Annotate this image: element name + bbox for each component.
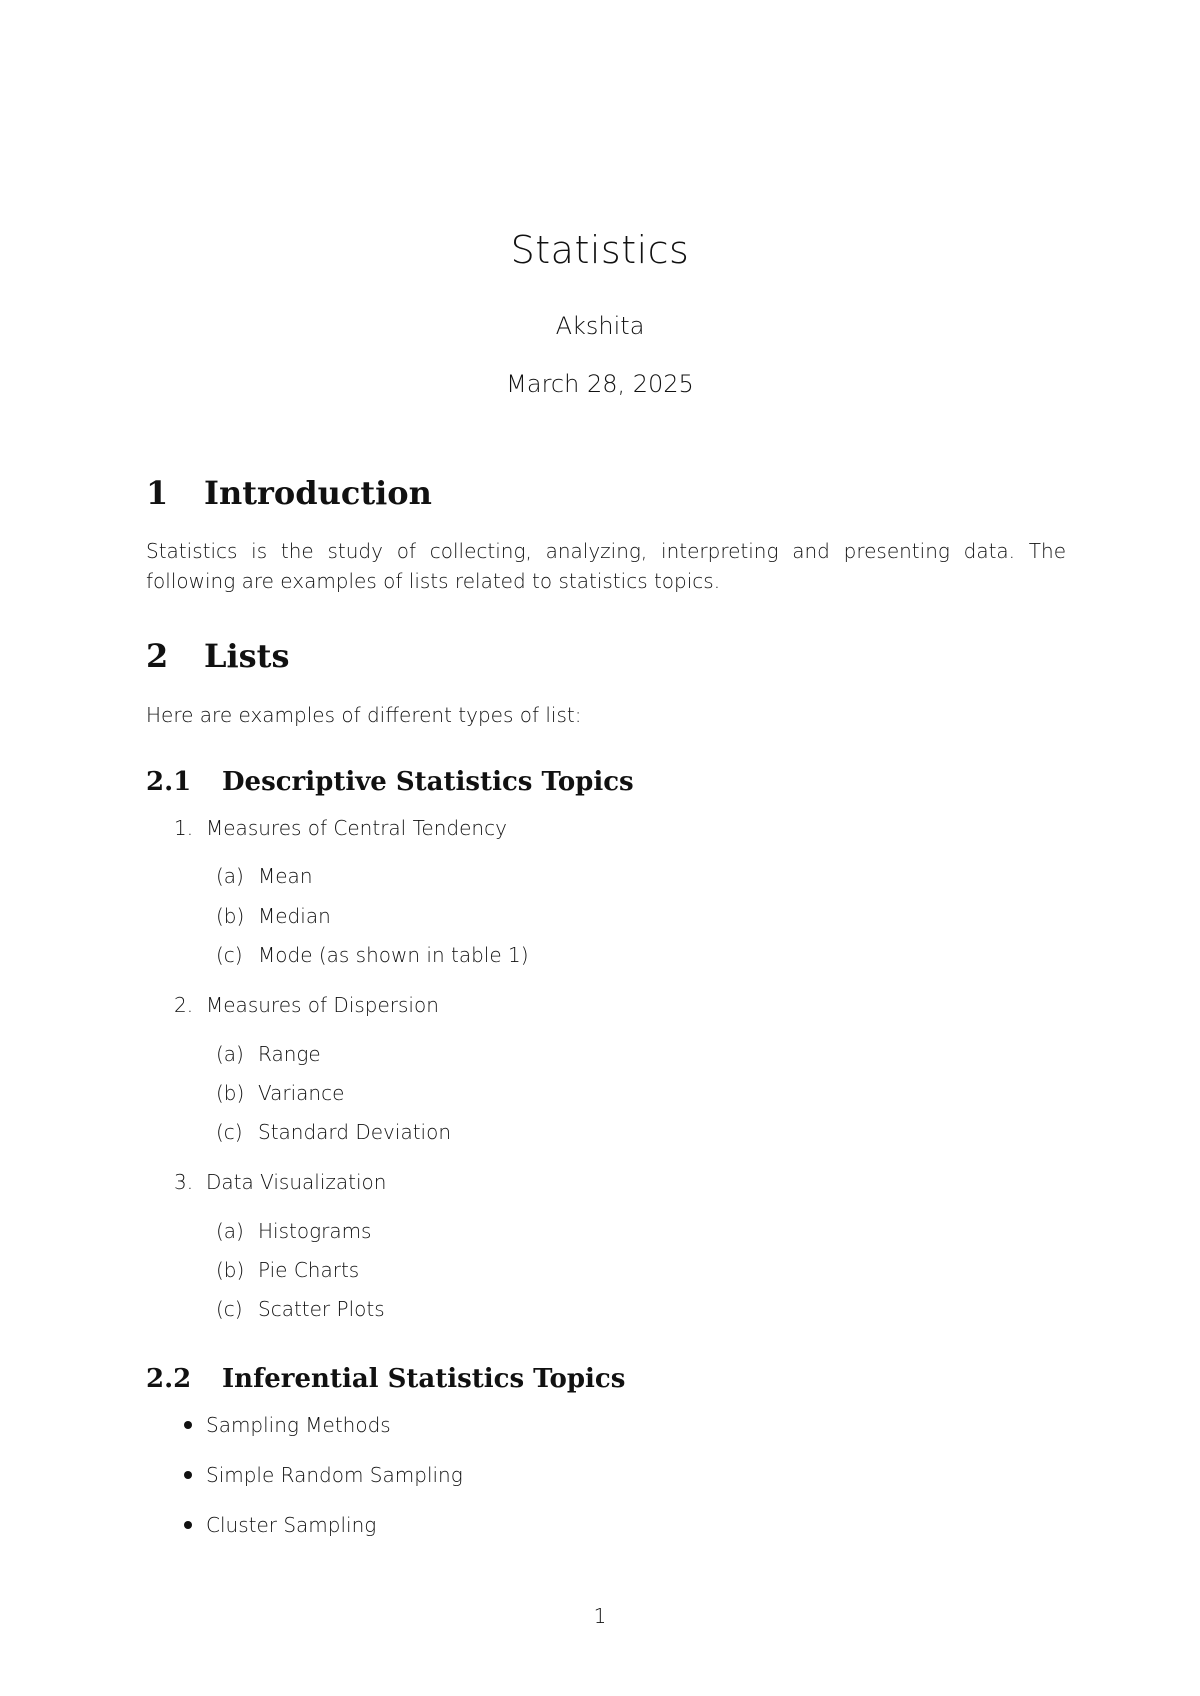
subsection-number: 2.1 bbox=[146, 767, 192, 797]
subsection-heading-inferential bbox=[146, 1364, 625, 1394]
section-heading-introduction bbox=[146, 474, 432, 512]
sub-list-item bbox=[216, 864, 313, 888]
bullet-list-item bbox=[184, 1413, 391, 1437]
section-title: Introduction bbox=[204, 474, 432, 512]
list-marker: 3. bbox=[174, 1170, 194, 1194]
sub-list-item bbox=[216, 1258, 359, 1282]
bullet-icon bbox=[184, 1521, 192, 1529]
bullet-icon bbox=[184, 1421, 192, 1429]
bullet-icon bbox=[184, 1471, 192, 1479]
sub-list-item bbox=[216, 1219, 371, 1243]
list-item-label: Measures of Central Tendency bbox=[206, 816, 507, 840]
list-marker: 2. bbox=[174, 993, 194, 1017]
subsection-number: 2.2 bbox=[146, 1364, 192, 1394]
document-author: Akshita bbox=[555, 312, 645, 340]
introduction-paragraph bbox=[146, 536, 1066, 596]
list-item-label: Mode (as shown in table 1) bbox=[258, 943, 529, 967]
sub-list-item bbox=[216, 1297, 385, 1321]
sub-list-item bbox=[216, 1120, 451, 1144]
list-item-label: Standard Deviation bbox=[258, 1120, 452, 1144]
subsection-heading-descriptive bbox=[146, 767, 634, 797]
list-marker: (b) bbox=[216, 1258, 245, 1282]
section-heading-lists bbox=[146, 637, 289, 675]
sub-list-item bbox=[216, 904, 331, 928]
list-item-label: Simple Random Sampling bbox=[206, 1463, 463, 1487]
list-marker: (a) bbox=[216, 1042, 244, 1066]
document-title: Statistics bbox=[510, 228, 690, 272]
list-marker: (b) bbox=[216, 1081, 245, 1105]
document-date: March 28, 2025 bbox=[506, 370, 694, 398]
bullet-list-item bbox=[184, 1463, 463, 1487]
list-item-label: Measures of Dispersion bbox=[206, 993, 439, 1017]
list-item bbox=[174, 816, 507, 840]
list-marker: (b) bbox=[216, 904, 245, 928]
list-item-label: Range bbox=[258, 1042, 321, 1066]
sub-list-item bbox=[216, 1081, 344, 1105]
page-number: 1 bbox=[593, 1604, 607, 1628]
section-title: Lists bbox=[204, 637, 290, 675]
bullet-list-item bbox=[184, 1513, 376, 1537]
list-item bbox=[174, 993, 439, 1017]
list-marker: 1. bbox=[174, 816, 194, 840]
list-item-label: Cluster Sampling bbox=[206, 1513, 377, 1537]
list-marker: (c) bbox=[216, 1120, 243, 1144]
sub-list-item bbox=[216, 943, 529, 967]
list-marker: (c) bbox=[216, 1297, 243, 1321]
paragraph-line: Statistics is the study of collecting, analyzing, interpreting and presenting data. The bbox=[146, 539, 1066, 563]
list-item-label: Sampling Methods bbox=[206, 1413, 391, 1437]
list-item-label: Scatter Plots bbox=[258, 1297, 385, 1321]
list-marker: (c) bbox=[216, 943, 243, 967]
section-number: 1 bbox=[146, 474, 169, 512]
list-item bbox=[174, 1170, 386, 1194]
list-item-label: Variance bbox=[258, 1081, 345, 1105]
sub-list-item bbox=[216, 1042, 321, 1066]
list-item-label: Median bbox=[258, 904, 331, 928]
list-marker: (a) bbox=[216, 1219, 244, 1243]
list-item-label: Pie Charts bbox=[258, 1258, 360, 1282]
list-marker: (a) bbox=[216, 864, 244, 888]
subsection-title: Descriptive Statistics Topics bbox=[222, 767, 634, 797]
paragraph-line: following are examples of lists related to statistics topics. bbox=[146, 569, 721, 593]
list-item-label: Histograms bbox=[258, 1219, 372, 1243]
lists-intro-paragraph: Here are examples of different types of list: bbox=[146, 703, 582, 727]
section-number: 2 bbox=[146, 637, 169, 675]
list-item-label: Data Visualization bbox=[206, 1170, 387, 1194]
list-item-label: Mean bbox=[258, 864, 313, 888]
subsection-title: Inferential Statistics Topics bbox=[222, 1364, 626, 1394]
